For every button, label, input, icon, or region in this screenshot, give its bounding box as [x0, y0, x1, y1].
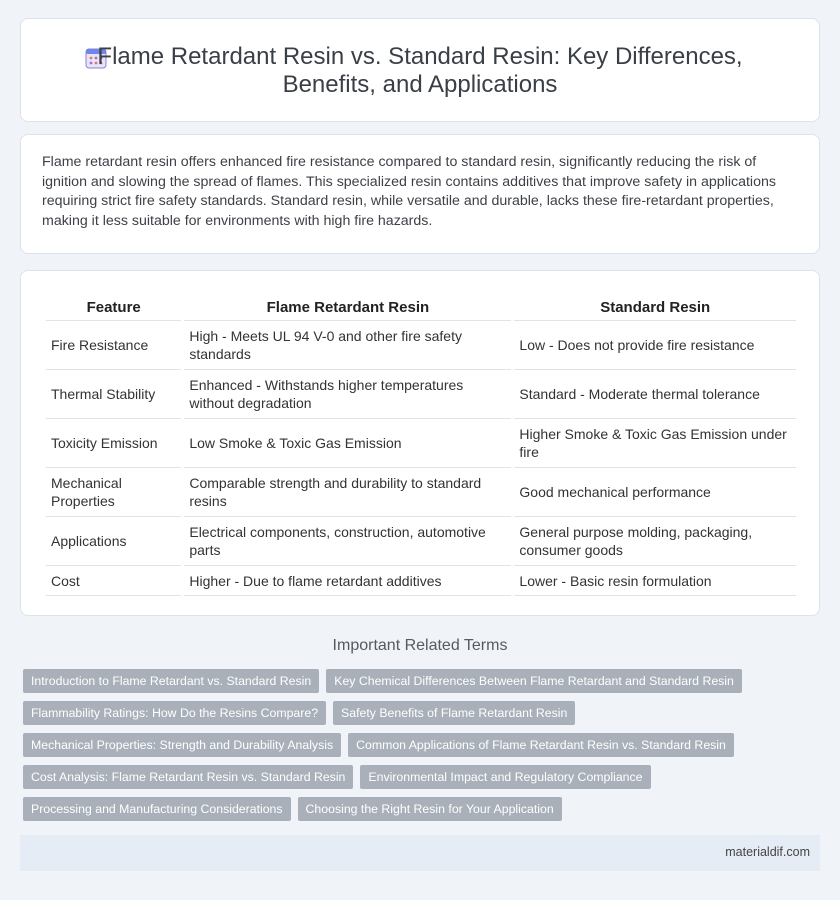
related-terms-heading: Important Related Terms: [332, 637, 508, 654]
tag-row: [23, 797, 823, 821]
table-cell-flame-retardant: Comparable strength and durability to standard resins: [184, 468, 511, 517]
intro-card: [20, 134, 820, 254]
comparison-table-card: [20, 270, 820, 616]
page-title-line-1: Flame Retardant Resin vs. Standard Resin: Key Differences,: [97, 43, 743, 70]
table-cell-flame-retardant: Enhanced - Withstands higher temperatures without degradation: [184, 370, 511, 419]
related-term-tag[interactable]: Environmental Impact and Regulatory Compliance: [360, 765, 650, 789]
tag-row: [23, 765, 823, 789]
table-cell-standard: Low - Does not provide fire resistance: [514, 321, 796, 370]
table-cell-feature: Toxicity Emission: [46, 419, 181, 468]
table-cell-flame-retardant: Electrical components, construction, automotive parts: [184, 517, 511, 566]
table-cell-feature: Cost: [46, 566, 181, 596]
related-term-tag[interactable]: Introduction to Flame Retardant vs. Standard Resin: [23, 669, 319, 693]
intro-paragraph: Flame retardant resin offers enhanced fire resistance compared to standard resin, significantly reducing the risk of ignition and slowing the spread of flames. This specialized resin contains additives that improve safety in applications requiring strict fire safety standards. Standard resin, while versatile and durable, lacks these fire-retardant properties, making it less suitable for environments with high fire hazards.: [42, 154, 776, 229]
related-term-tag[interactable]: Flammability Ratings: How Do the Resins Compare?: [23, 701, 326, 725]
table-row: [46, 419, 796, 468]
tag-row: [23, 733, 823, 757]
table-cell-standard: Lower - Basic resin formulation: [514, 566, 796, 596]
related-term-tag[interactable]: Cost Analysis: Flame Retardant Resin vs. Standard Resin: [23, 765, 353, 789]
related-term-tag[interactable]: Key Chemical Differences Between Flame Retardant and Standard Resin: [326, 669, 742, 693]
related-terms-list: [23, 669, 823, 829]
page-title-line-2: Benefits, and Applications: [282, 71, 558, 98]
table-cell-feature: Fire Resistance: [46, 321, 181, 370]
related-term-tag[interactable]: Processing and Manufacturing Considerations: [23, 797, 291, 821]
table-row: [46, 321, 796, 370]
related-term-tag[interactable]: Mechanical Properties: Strength and Durability Analysis: [23, 733, 341, 757]
table-cell-flame-retardant: Higher - Due to flame retardant additives: [184, 566, 511, 596]
table-cell-flame-retardant: Low Smoke & Toxic Gas Emission: [184, 419, 511, 468]
related-term-tag[interactable]: Choosing the Right Resin for Your Application: [298, 797, 562, 821]
footer-site-link[interactable]: materialdif.com: [725, 845, 810, 859]
table-header-row: [46, 295, 796, 321]
table-cell-standard: Good mechanical performance: [514, 468, 796, 517]
column-header-feature: Feature: [46, 295, 181, 321]
footer: [20, 835, 820, 871]
table-row: [46, 370, 796, 419]
column-header-standard: Standard Resin: [514, 295, 796, 321]
title-card: [20, 18, 820, 122]
tag-row: [23, 701, 823, 725]
related-term-tag[interactable]: Common Applications of Flame Retardant Resin vs. Standard Resin: [348, 733, 734, 757]
table-cell-standard: General purpose molding, packaging, consumer goods: [514, 517, 796, 566]
tag-row: [23, 669, 823, 693]
table-cell-feature: Mechanical Properties: [46, 468, 181, 517]
table-cell-feature: Thermal Stability: [46, 370, 181, 419]
table-cell-standard: Higher Smoke & Toxic Gas Emission under fire: [514, 419, 796, 468]
page-title: [21, 43, 819, 99]
comparison-table: [43, 295, 799, 596]
table-row: [46, 566, 796, 596]
table-row: [46, 468, 796, 517]
column-header-flame-retardant: Flame Retardant Resin: [184, 295, 511, 321]
table-cell-flame-retardant: High - Meets UL 94 V-0 and other fire safety standards: [184, 321, 511, 370]
table-cell-feature: Applications: [46, 517, 181, 566]
table-cell-standard: Standard - Moderate thermal tolerance: [514, 370, 796, 419]
table-row: [46, 517, 796, 566]
related-term-tag[interactable]: Safety Benefits of Flame Retardant Resin: [333, 701, 575, 725]
